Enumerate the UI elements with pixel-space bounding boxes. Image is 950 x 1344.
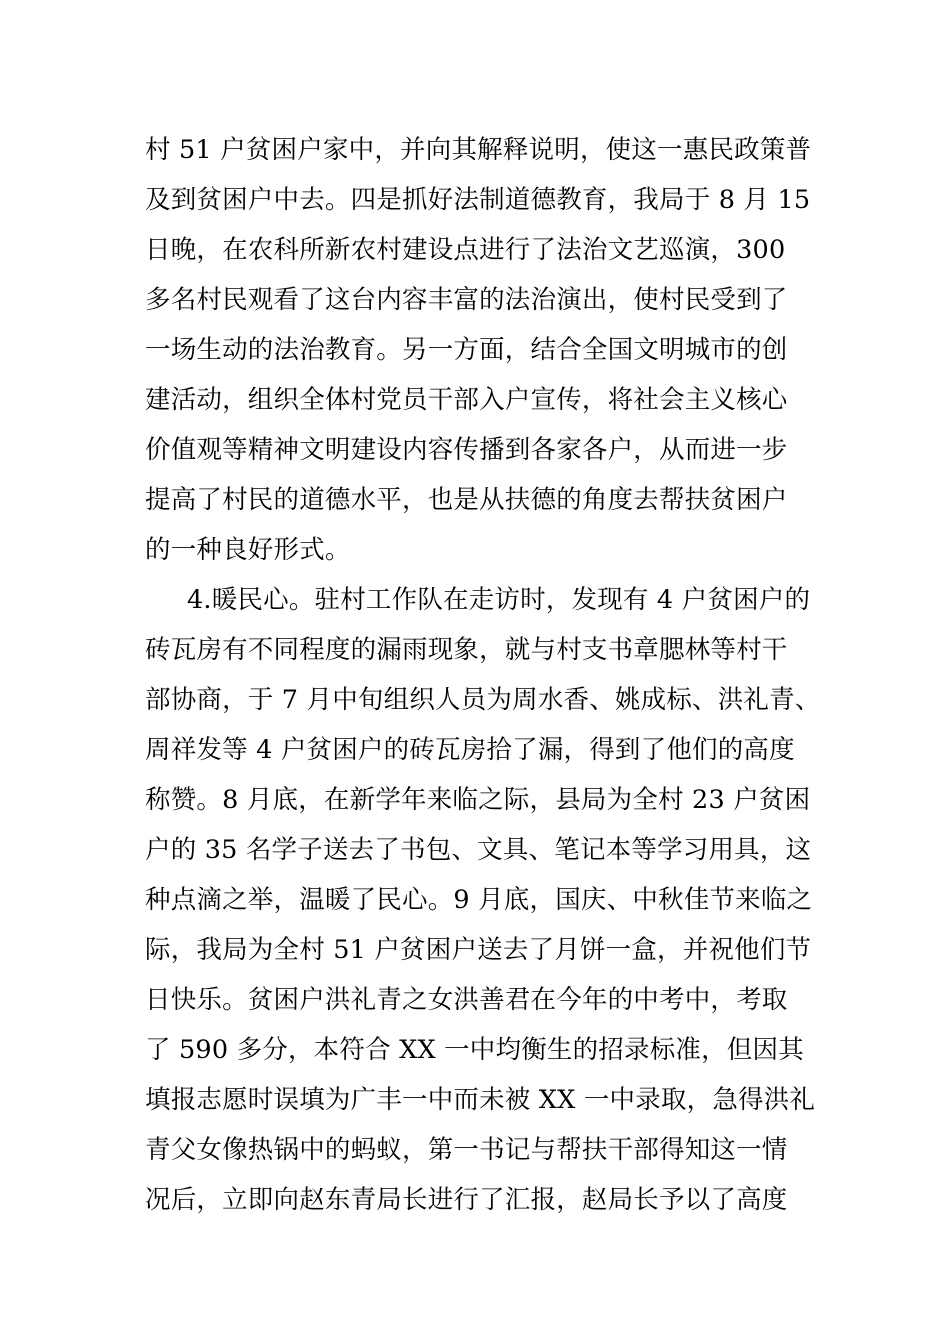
- text-line: 砖瓦房有不同程度的漏雨现象，就与村支书章腮林等村干: [145, 635, 788, 665]
- text-line: 及到贫困户中去。四是抓好法制道德教育，我局于 8 月 15: [145, 185, 811, 215]
- text-line: 户的 35 名学子送去了书包、文具、笔记本等学习用具，这: [145, 835, 812, 865]
- text-line: 青父女像热锅中的蚂蚁，第一书记与帮扶干部得知这一情: [145, 1135, 788, 1165]
- text-line: 际，我局为全村 51 户贫困户送去了月饼一盒，并祝他们节: [145, 935, 812, 965]
- text-line: 种点滴之举，温暖了民心。9 月底，国庆、中秋佳节来临之: [145, 885, 813, 915]
- text-line: 填报志愿时误填为广丰一中而未被 XX 一中录取，急得洪礼: [145, 1085, 816, 1115]
- text-line: 称赞。8 月底，在新学年来临之际，县局为全村 23 户贫困: [145, 785, 811, 815]
- text-line: 了 590 多分，本符合 XX 一中均衡生的招录标准，但因其: [145, 1035, 804, 1065]
- paragraph-start-line: 4.暖民心。驻村工作队在走访时，发现有 4 户贫困户的: [187, 585, 811, 615]
- text-line: 村 51 户贫困户家中，并向其解释说明，使这一惠民政策普: [145, 135, 812, 165]
- text-line: 建活动，组织全体村党员干部入户宣传，将社会主义核心: [145, 385, 788, 415]
- text-line: 一场生动的法治教育。另一方面，结合全国文明城市的创: [145, 335, 788, 365]
- text-line: 况后，立即向赵东青局长进行了汇报，赵局长予以了高度: [145, 1185, 788, 1215]
- text-line: 价值观等精神文明建设内容传播到各家各户，从而进一步: [145, 435, 788, 465]
- text-line: 多名村民观看了这台内容丰富的法治演出，使村民受到了: [145, 285, 788, 315]
- text-line: 提高了村民的道德水平，也是从扶德的角度去帮扶贫困户: [145, 485, 788, 515]
- text-line: 周祥发等 4 户贫困户的砖瓦房拾了漏，得到了他们的高度: [145, 735, 795, 765]
- text-line: 日晚，在农科所新农村建设点进行了法治文艺巡演，300: [145, 235, 786, 265]
- text-line: 的一种良好形式。: [145, 535, 351, 565]
- text-line: 部协商，于 7 月中旬组织人员为周水香、姚成标、洪礼青、: [145, 685, 821, 715]
- text-line: 日快乐。贫困户洪礼青之女洪善君在今年的中考中，考取: [145, 985, 788, 1015]
